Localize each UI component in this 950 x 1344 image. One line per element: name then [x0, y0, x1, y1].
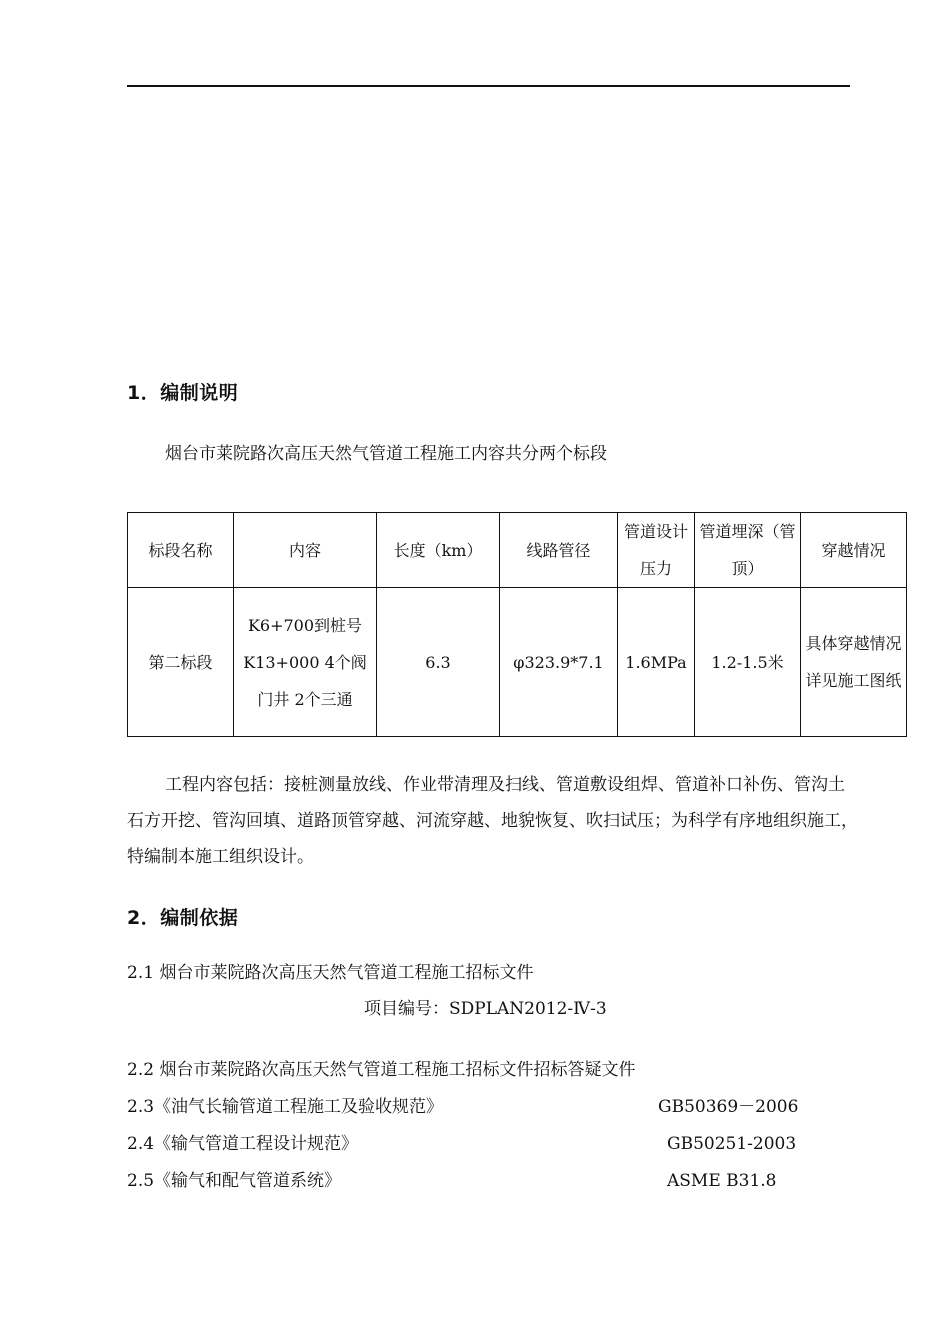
- col-header-diameter: 线路管径: [500, 513, 618, 588]
- reference-2-3: 2.3《油气长输管道工程施工及验收规范》: [127, 1097, 444, 1117]
- section-1-heading: 1．编制说明: [127, 382, 239, 404]
- header-rule: [127, 85, 850, 87]
- segment-table: [127, 512, 907, 737]
- section-1-intro: 烟台市莱院路次高压天然气管道工程施工内容共分两个标段: [165, 444, 607, 464]
- reference-2-4-code: GB50251-2003: [667, 1134, 797, 1154]
- section-2-heading: 2．编制依据: [127, 907, 239, 929]
- col-header-depth: 管道埋深（管顶）: [695, 513, 801, 588]
- table-row: [128, 588, 907, 737]
- cell-depth: 1.2-1.5米: [695, 588, 801, 737]
- reference-2-1: 2.1 烟台市莱院路次高压天然气管道工程施工招标文件: [127, 963, 534, 983]
- cell-length: 6.3: [377, 588, 500, 737]
- cell-segment: 第二标段: [128, 588, 234, 737]
- col-header-length: 长度（km）: [377, 513, 500, 588]
- reference-2-5-code: ASME B31.8: [667, 1171, 777, 1191]
- reference-2-5: 2.5《输气和配气管道系统》: [127, 1171, 342, 1191]
- table-header-row: [128, 513, 907, 588]
- cell-crossing: 具体穿越情况详见施工图纸: [801, 588, 907, 737]
- scope-paragraph: 工程内容包括：接桩测量放线、作业带清理及扫线、管道敷设组焊、管道补口补伤、管沟土石方开挖、管沟回填、道路顶管穿越、河流穿越、地貌恢复、吹扫试压；为科学有序地组织施工，特编制本施工组织设计。: [127, 775, 858, 867]
- col-header-crossing: 穿越情况: [801, 513, 907, 588]
- col-header-pressure: 管道设计压力: [618, 513, 695, 588]
- project-number: 项目编号：SDPLAN2012-Ⅳ-3: [364, 999, 607, 1019]
- reference-2-2: 2.2 烟台市莱院路次高压天然气管道工程施工招标文件招标答疑文件: [127, 1060, 636, 1080]
- col-header-content: 内容: [234, 513, 377, 588]
- reference-2-3-code: GB50369－2006: [658, 1097, 799, 1117]
- cell-diameter: φ323.9*7.1: [500, 588, 618, 737]
- reference-2-4: 2.4《输气管道工程设计规范》: [127, 1134, 359, 1154]
- col-header-segment: 标段名称: [128, 513, 234, 588]
- cell-content: K6+700到桩号K13+000 4个阀门井 2个三通: [234, 588, 377, 737]
- cell-pressure: 1.6MPa: [618, 588, 695, 737]
